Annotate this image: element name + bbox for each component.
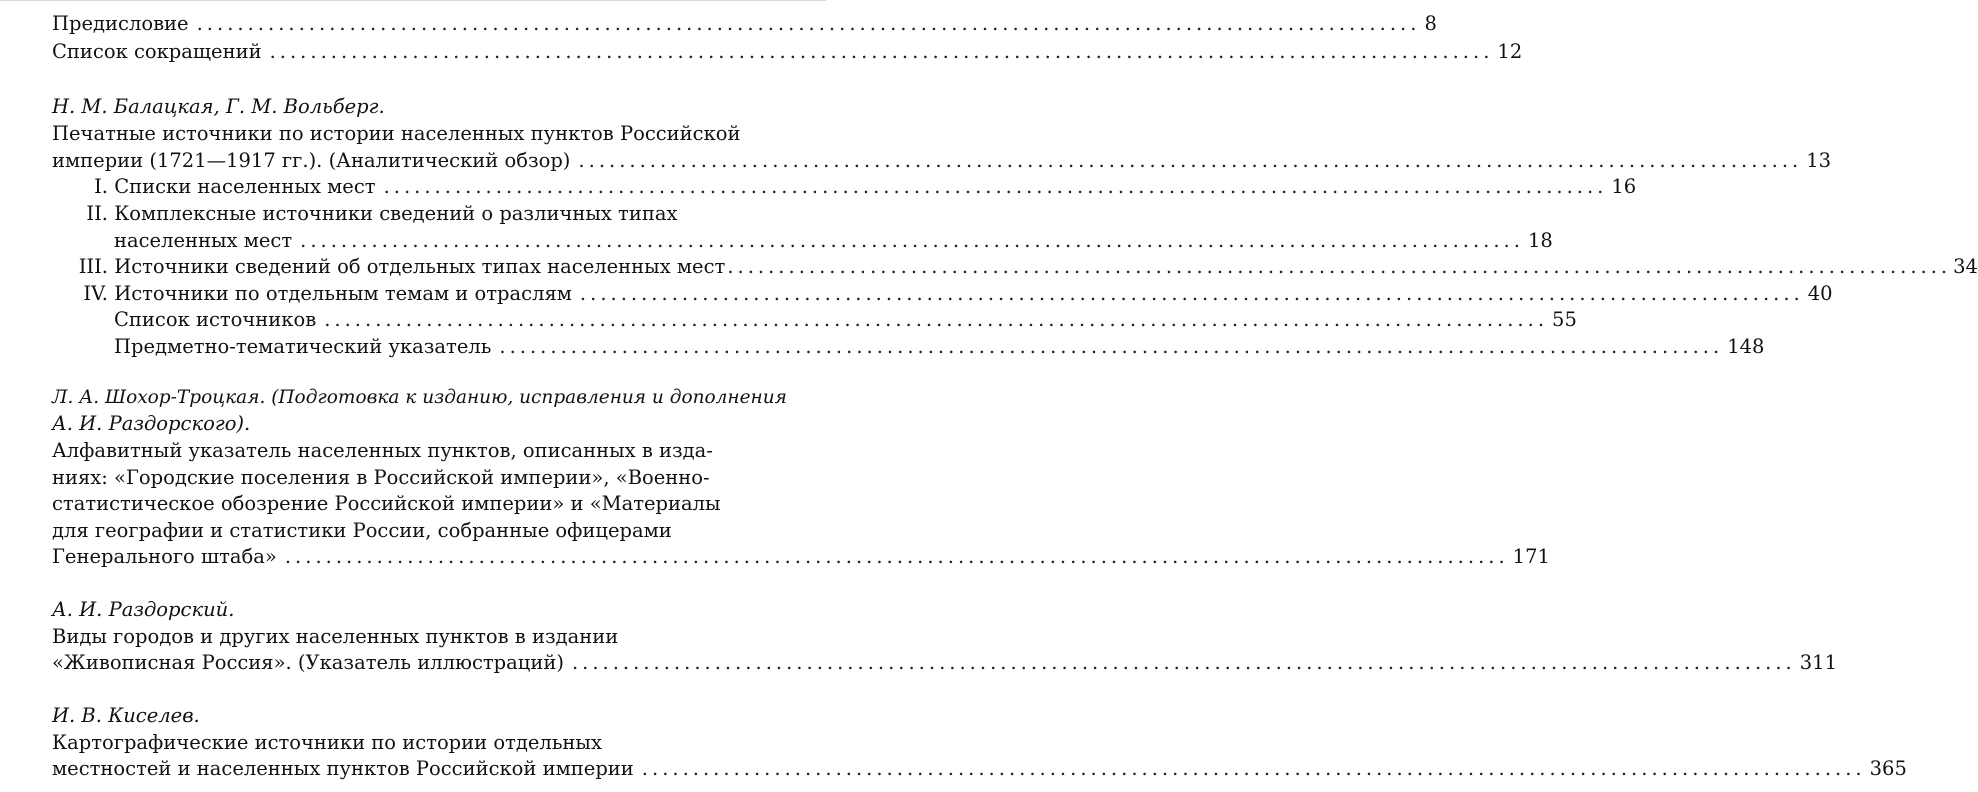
section-title-line: Виды городов и других населенных пунктов в издании (52, 625, 619, 648)
toc-entry-section4[interactable] (52, 756, 1907, 782)
toc-subentry-3[interactable] (52, 254, 1978, 280)
subentry-text: Источники по отдельным темам и отраслям (114, 282, 572, 305)
dot-leader: ........................................................................................................................ (300, 229, 1524, 252)
dot-leader: ........................................................................................................................ (571, 651, 1796, 674)
toc-page-number: 18 (1527, 229, 1553, 252)
roman-numeral: II. (86, 202, 108, 225)
toc-subentry-2-line1 (52, 201, 746, 227)
toc-entry-section2[interactable] (52, 544, 1550, 570)
section-title-line: статистическое обозрение Российской империи» и «Материалы (52, 492, 721, 515)
dot-leader: ........................................................................................................................ (641, 757, 1866, 780)
section-title-line: ниях: «Городские поселения в Российской империи», «Военно- (52, 466, 710, 489)
toc-entry-section1[interactable] (52, 148, 1832, 174)
dot-leader: ........................................................................................................................ (269, 40, 1494, 63)
toc-page-number: 40 (1807, 282, 1833, 305)
toc-entry-title: «Живописная Россия». (Указатель иллюстраций) (52, 651, 564, 674)
toc-entry-title: местностей и населенных пунктов Российской империи (52, 757, 634, 780)
toc-entry-index[interactable] (52, 334, 1765, 360)
toc-page-number: 171 (1512, 545, 1550, 568)
section-title-line: Алфавитный указатель населенных пунктов, описанных в изда- (52, 439, 713, 462)
toc-page-number: 12 (1497, 40, 1523, 63)
toc-subentry-1[interactable] (52, 174, 1637, 200)
dot-leader: ........................................................................................................................ (579, 282, 1804, 305)
toc-entry-preface[interactable] (52, 11, 1437, 37)
toc-entry-abbreviations[interactable] (52, 39, 1523, 65)
toc-entry-sources[interactable] (52, 307, 1577, 333)
toc-entry-section3[interactable] (52, 650, 1837, 676)
section-title-line: Картографические источники по истории отдельных (52, 731, 602, 754)
toc-entry-title: Предисловие (52, 12, 189, 35)
section-author: А. И. Раздорский. (52, 598, 235, 621)
dot-leader: ........................................................................................................................ (499, 335, 1724, 358)
toc-page-number: 16 (1611, 175, 1637, 198)
section-title-line: Печатные источники по истории населенных пунктов Российской (52, 122, 741, 145)
toc-page-number: 365 (1869, 757, 1907, 780)
subentry-text: Источники сведений об отдельных типах населенных мест (114, 255, 726, 278)
dot-leader: ........................................................................................................................ (383, 175, 1608, 198)
toc-page-number: 13 (1806, 149, 1832, 172)
subentry-text: Комплексные источники сведений о различных типах (114, 202, 678, 225)
section-author: Н. М. Балацкая, Г. М. Вольберг. (52, 95, 385, 118)
section-author: И. В. Киселев. (52, 704, 200, 727)
section-author: А. И. Раздорского). (52, 412, 251, 435)
dot-leader: ........................................................................................................................ (578, 149, 1803, 172)
table-of-contents (52, 0, 1978, 792)
toc-page-number: 311 (1799, 651, 1837, 674)
roman-numeral: III. (78, 255, 108, 278)
toc-page-number: 148 (1727, 335, 1765, 358)
toc-subentry-4[interactable] (52, 281, 1833, 307)
subentry-text: Списки населенных мест (114, 175, 376, 198)
toc-page-number: 55 (1552, 308, 1577, 331)
toc-entry-title: империи (1721—1917 гг.). (Аналитический обзор) (52, 149, 571, 172)
toc-entry-title: Список сокращений (52, 40, 262, 63)
section-author: Л. А. Шохор-Троцкая. (Подготовка к изданию, исправления и дополнения (52, 387, 787, 408)
section-title-line: для географии и статистики России, собранные офицерами (52, 519, 672, 542)
roman-numeral: IV. (83, 282, 108, 305)
toc-entry-title: Предметно-тематический указатель (114, 335, 492, 358)
roman-numeral: I. (94, 175, 108, 198)
dot-leader: ........................................................................................................................ (727, 255, 1952, 278)
toc-page-number: 34 (1953, 255, 1978, 278)
dot-leader: ........................................................................................................................ (284, 545, 1509, 568)
toc-entry-title (52, 281, 572, 307)
dot-leader: ........................................................................................................................ (196, 12, 1421, 35)
toc-entry-title: Генерального штаба» (52, 545, 277, 568)
toc-entry-title (52, 174, 376, 200)
toc-subentry-2[interactable] (52, 228, 1553, 254)
dot-leader: ........................................................................................................................ (324, 308, 1549, 331)
toc-entry-title: Список источников (114, 308, 317, 331)
toc-page-number: 8 (1424, 12, 1437, 35)
toc-entry-title (52, 254, 725, 280)
toc-entry-title: населенных мест (114, 229, 293, 252)
